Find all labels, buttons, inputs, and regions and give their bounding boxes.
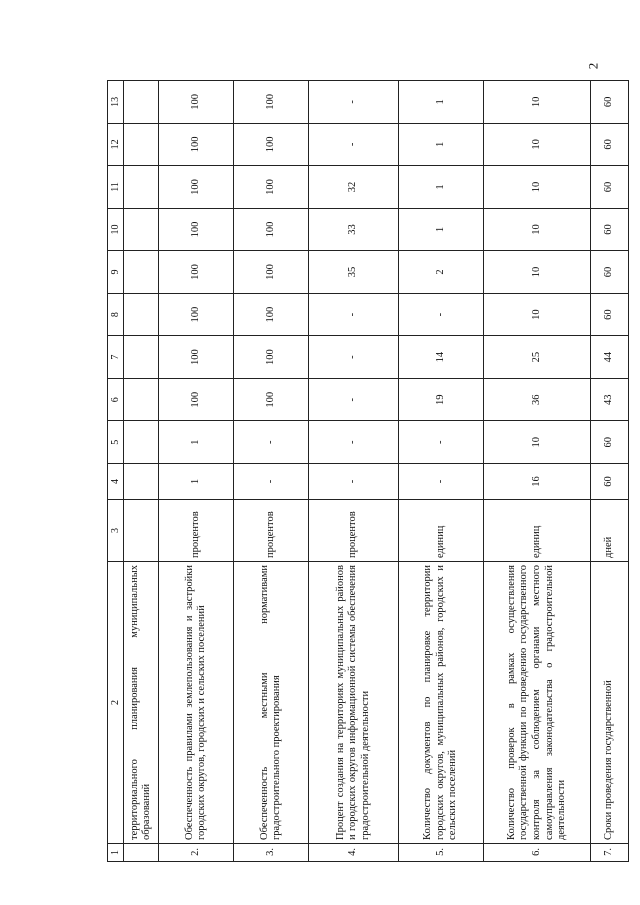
- indicator-value: 16: [484, 464, 591, 500]
- indicator-value: [124, 251, 159, 294]
- indicator-value: 10: [484, 421, 591, 464]
- row-number: 6.: [484, 844, 591, 862]
- indicator-value: -: [399, 464, 484, 500]
- column-header: 3: [108, 500, 124, 562]
- indicator-value: -: [309, 293, 399, 336]
- indicator-value: 100: [234, 251, 309, 294]
- indicator-value: 60: [591, 123, 629, 166]
- indicator-value: [124, 378, 159, 421]
- indicator-value: -: [234, 421, 309, 464]
- indicator-value: 43: [591, 378, 629, 421]
- indicator-value: 33: [309, 208, 399, 251]
- indicator-name: Процент создания на территориях муниципальных районов и городских округов информационной системы обеспечения градостроительной деятельности: [309, 562, 399, 844]
- indicator-value: [124, 464, 159, 500]
- indicator-value: 2: [399, 251, 484, 294]
- indicator-value: 100: [234, 166, 309, 209]
- unit-of-measure: процентов: [159, 500, 234, 562]
- indicator-value: 1: [399, 166, 484, 209]
- indicator-value: 35: [309, 251, 399, 294]
- indicator-value: 1: [399, 208, 484, 251]
- indicator-value: 100: [159, 336, 234, 379]
- indicator-value: 100: [159, 81, 234, 124]
- indicator-value: -: [309, 123, 399, 166]
- indicator-value: 60: [591, 293, 629, 336]
- indicator-value: 32: [309, 166, 399, 209]
- column-header: 1: [108, 844, 124, 862]
- indicator-value: -: [309, 378, 399, 421]
- indicator-value: 1: [159, 421, 234, 464]
- column-header: 6: [108, 378, 124, 421]
- indicator-value: 10: [484, 251, 591, 294]
- column-header: 10: [108, 208, 124, 251]
- table-header-row: [108, 81, 124, 862]
- indicator-name: территориального планирования муниципальных образований: [124, 562, 159, 844]
- indicator-value: [124, 123, 159, 166]
- indicator-value: [124, 421, 159, 464]
- table-row: [234, 81, 309, 862]
- indicator-value: 10: [484, 293, 591, 336]
- indicator-value: [124, 208, 159, 251]
- indicator-value: 14: [399, 336, 484, 379]
- indicator-value: 100: [159, 251, 234, 294]
- indicator-value: 60: [591, 166, 629, 209]
- column-header: 11: [108, 166, 124, 209]
- column-header: 13: [108, 81, 124, 124]
- indicator-value: 100: [234, 123, 309, 166]
- indicators-table: [107, 80, 629, 862]
- row-number: [124, 844, 159, 862]
- table-row: [591, 81, 629, 862]
- indicator-value: 100: [159, 166, 234, 209]
- indicator-value: 100: [159, 293, 234, 336]
- indicator-value: 19: [399, 378, 484, 421]
- indicator-value: -: [309, 336, 399, 379]
- indicator-value: -: [309, 81, 399, 124]
- indicator-value: [124, 336, 159, 379]
- indicator-value: 10: [484, 208, 591, 251]
- column-header: 9: [108, 251, 124, 294]
- column-header: 2: [108, 562, 124, 844]
- unit-of-measure: дней: [591, 500, 629, 562]
- indicator-value: -: [309, 464, 399, 500]
- indicator-value: 60: [591, 208, 629, 251]
- table-row: [124, 81, 159, 862]
- table-row: [309, 81, 399, 862]
- indicator-name: Количество документов по планировке территории городских округов, муниципальных районов, городских и сельских поселений: [399, 562, 484, 844]
- indicator-value: 100: [234, 378, 309, 421]
- unit-of-measure: процентов: [234, 500, 309, 562]
- indicator-value: 10: [484, 123, 591, 166]
- row-number: 2.: [159, 844, 234, 862]
- indicator-value: [124, 166, 159, 209]
- unit-of-measure: единиц: [399, 500, 484, 562]
- column-header: 8: [108, 293, 124, 336]
- column-header: 5: [108, 421, 124, 464]
- indicator-value: 60: [591, 421, 629, 464]
- indicator-value: 100: [234, 293, 309, 336]
- indicator-value: 60: [591, 81, 629, 124]
- indicator-value: 1: [399, 81, 484, 124]
- indicator-value: 100: [234, 336, 309, 379]
- indicator-value: 100: [234, 208, 309, 251]
- indicator-value: 60: [591, 464, 629, 500]
- indicator-value: 100: [234, 81, 309, 124]
- indicator-name: Сроки проведения государственной: [591, 562, 629, 844]
- indicator-name: Количество проверок в рамках осуществления государственной функции по проведению государственного контроля за соблюдением органами местного самоуправления законодательства о градостроительной деятельности: [484, 562, 591, 844]
- page-number: 2: [585, 62, 601, 70]
- indicator-value: [124, 81, 159, 124]
- unit-of-measure: единиц: [484, 500, 591, 562]
- row-number: 4.: [309, 844, 399, 862]
- indicator-value: 36: [484, 378, 591, 421]
- indicator-value: 1: [159, 464, 234, 500]
- indicator-value: 10: [484, 166, 591, 209]
- column-header: 12: [108, 123, 124, 166]
- table-row: [484, 81, 591, 862]
- row-number: 3.: [234, 844, 309, 862]
- indicator-value: 10: [484, 81, 591, 124]
- indicator-value: 1: [399, 123, 484, 166]
- indicator-value: 100: [159, 123, 234, 166]
- table-row: [159, 81, 234, 862]
- indicator-value: -: [399, 421, 484, 464]
- indicator-value: 44: [591, 336, 629, 379]
- column-header: 7: [108, 336, 124, 379]
- table-row: [399, 81, 484, 862]
- indicator-value: -: [309, 421, 399, 464]
- indicator-value: 60: [591, 251, 629, 294]
- indicator-name: Обеспеченность местными нормативами градостроительного проектирования: [234, 562, 309, 844]
- indicator-value: -: [399, 293, 484, 336]
- indicator-name: Обеспеченность правилами землепользования и застройки городских округов, городских и сельских поселений: [159, 562, 234, 844]
- row-number: 7.: [591, 844, 629, 862]
- unit-of-measure: [124, 500, 159, 562]
- column-header: 4: [108, 464, 124, 500]
- unit-of-measure: процентов: [309, 500, 399, 562]
- indicator-value: [124, 293, 159, 336]
- indicator-value: 25: [484, 336, 591, 379]
- indicator-value: -: [234, 464, 309, 500]
- row-number: 5.: [399, 844, 484, 862]
- rotated-table-frame: [107, 80, 629, 862]
- indicator-value: 100: [159, 378, 234, 421]
- indicator-value: 100: [159, 208, 234, 251]
